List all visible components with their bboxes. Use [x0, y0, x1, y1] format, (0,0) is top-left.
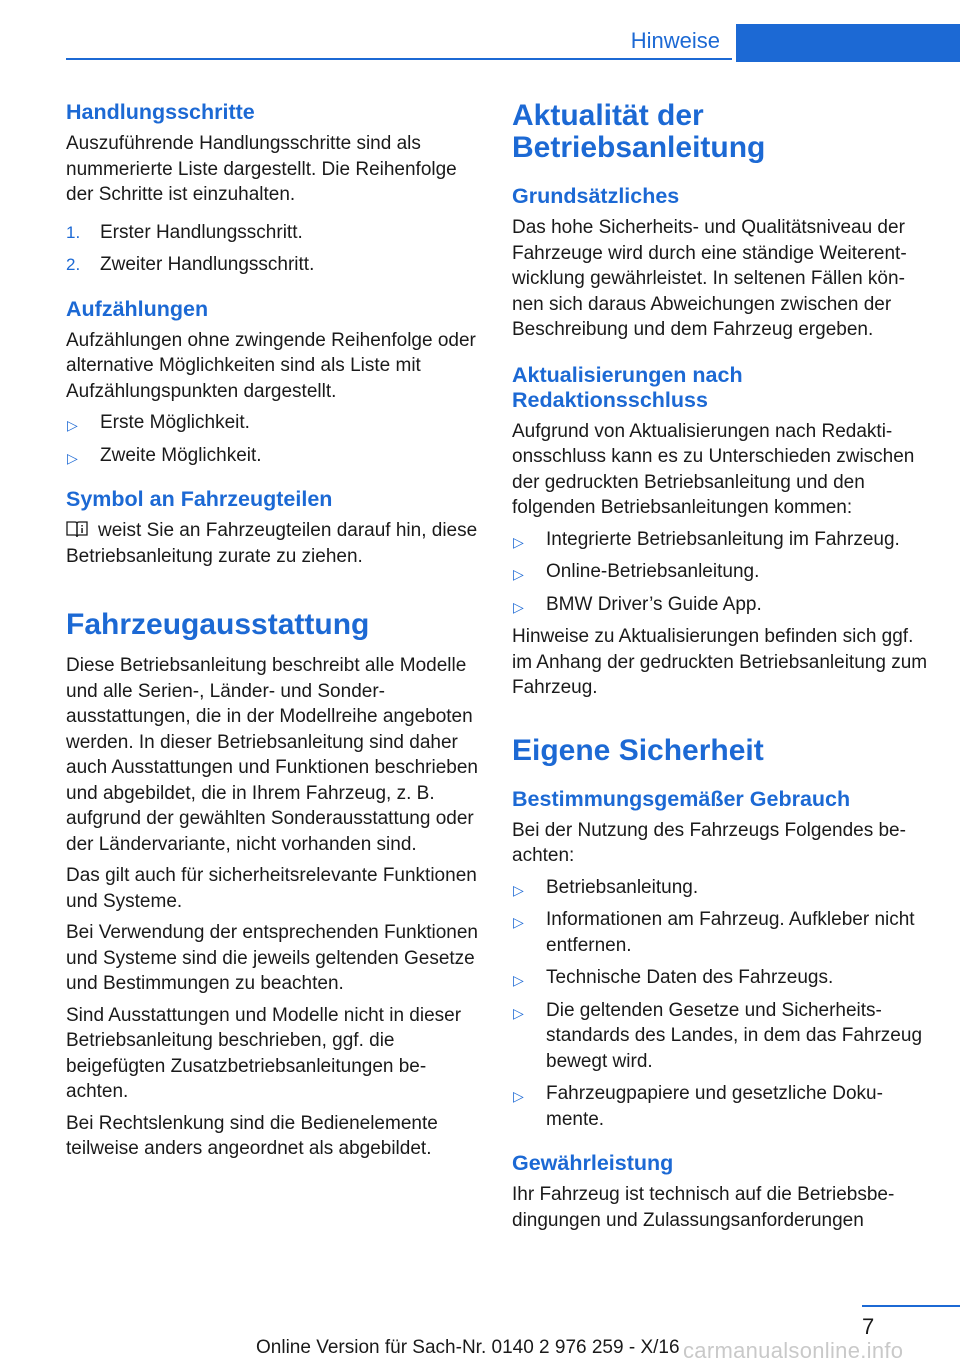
paragraph: Das gilt auch für sicherheitsrelevante Funktionen und Systeme.	[66, 865, 477, 912]
list-item: ▷ Integrierte Betriebsanleitung im Fahrzeug.	[512, 527, 928, 553]
section-title: Hinweise	[630, 28, 720, 53]
heading-aktualitaet: Aktualität der Betriebsanleitung	[512, 99, 766, 164]
list-number: 2.	[66, 255, 81, 274]
bullet-list	[512, 875, 928, 1133]
paragraph: Bei Rechtslenkung sind die Bedienelemente teilweise anders angeordnet als abgebildet.	[66, 1112, 438, 1159]
triangle-right-icon: ▷	[513, 598, 524, 615]
paragraph: Aufzählungen ohne zwingende Reihenfolge oder alternative Möglichkeiten sind als Liste mit Aufzählungspunkten dargestellt.	[66, 329, 476, 402]
paragraph: Sind Ausstattungen und Modelle nicht in dieser Betriebsanleitung beschrieben, ggf. die beigefügten Zusatzbetriebsanleitungen beachten.	[66, 1004, 462, 1102]
header-accent-block	[736, 24, 960, 62]
triangle-right-icon: ▷	[513, 533, 524, 550]
list-item: ▷ Informationen am Fahrzeug. Aufkleber nicht entfernen.	[513, 909, 915, 956]
list-item: ▷ BMW Driver’s Guide App.	[512, 592, 928, 618]
watermark: carmanualsonline.info	[683, 1338, 904, 1363]
triangle-right-icon: ▷	[513, 566, 524, 582]
triangle-right-icon: ▷	[513, 914, 524, 930]
heading-bestimmungsgemaess: Bestimmungsgemäßer Gebrauch	[512, 786, 851, 811]
heading-handlungsschritte: Handlungsschritte	[66, 100, 255, 124]
list-item: ▷ Betriebsanleitung.	[512, 875, 928, 901]
heading-aufzaehlungen: Aufzählungen	[66, 296, 209, 321]
list-number: 1.	[66, 222, 81, 242]
triangle-right-icon: ▷	[513, 1088, 524, 1104]
list-item: ▷ Zweite Möglichkeit.	[66, 443, 482, 469]
triangle-right-icon: ▷	[513, 972, 524, 988]
list-item: ▷ Erste Möglichkeit.	[66, 410, 482, 436]
paragraph: Aufgrund von Aktualisierungen nach Redaktionsschluss kann es zu Unterschieden zwischen der gedruckten Betriebsanleitung und den folgenden Betriebsanleitungen kommen:	[512, 420, 915, 518]
left-column	[66, 100, 482, 1162]
heading-symbol: Symbol an Fahrzeugteilen	[66, 487, 333, 511]
heading-eigene-sicherheit: Eigene Sicherheit	[512, 733, 764, 767]
list-item: ▷ Fahrzeugpapiere und gesetzliche Dokumente.	[513, 1083, 883, 1130]
heading-grundsaetzliches: Grundsätzliches	[512, 184, 680, 208]
page-number-rule	[862, 1305, 960, 1307]
numbered-list	[66, 220, 482, 278]
paragraph: Diese Betriebsanleitung beschreibt alle Modelle und alle Serien-, Länder- und Sonderausstattungen, die in der Modellreihe angeboten werden. In dieser Betriebsanleitung sind daher auch Ausstattungen und Funktionen beschrieben und abgebildet, die in Ihrem Fahrzeug, z. B. aufgrund der gewählten Sonderausstattung oder der Ländervariante, nicht vorhanden sind.	[66, 655, 478, 855]
paragraph: Auszuführende Handlungsschritte sind als nummerierte Liste dargestellt. Die Reihenfolge der Schritte ist einzuhalten.	[66, 133, 457, 205]
list-item: ▷ Technische Daten des Fahrzeugs.	[512, 965, 928, 991]
list-item: ▷ Die geltenden Gesetze und Sicherheitsstandards des Landes, in dem das Fahrzeug bewegt wird.	[513, 999, 923, 1072]
paragraph: Das hohe Sicherheits- und Qualitätsniveau der Fahrzeuge wird durch eine ständige Weiterentwicklung gewährleistet. In seltenen Fällen können sich daraus Abweichungen zwischen der Beschreibung und dem Fahrzeug ergeben.	[512, 217, 907, 340]
triangle-right-icon: ▷	[513, 881, 524, 898]
bullet-list	[512, 527, 928, 618]
heading-gewaehrleistung: Gewährleistung	[512, 1151, 674, 1175]
footer-version: Online Version für Sach-Nr. 0140 2 976 259 - X/16	[256, 1337, 680, 1358]
paragraph: Hinweise zu Aktualisierungen befinden sich ggf. im Anhang der gedruckten Betriebsanleitung zum Fahrzeug.	[512, 626, 928, 698]
list-item: ▷ Online-Betriebsanleitung.	[512, 559, 928, 585]
paragraph: Bei der Nutzung des Fahrzeugs Folgendes beachten:	[512, 819, 906, 866]
triangle-right-icon: ▷	[67, 449, 78, 466]
paragraph: weist Sie an Fahrzeugteilen darauf hin, diese Betriebsanleitung zurate zu ziehen.	[66, 520, 478, 567]
triangle-right-icon: ▷	[67, 417, 78, 433]
list-item: 2. Zweiter Handlungsschritt.	[66, 252, 482, 278]
paragraph: Ihr Fahrzeug ist technisch auf die Betriebsbedingungen und Zulassungsanforderungen	[512, 1184, 895, 1231]
bullet-list	[66, 410, 482, 468]
heading-aktualisierungen: Aktualisierungen nach Redaktionsschluss	[512, 362, 743, 412]
triangle-right-icon: ▷	[513, 1004, 524, 1021]
heading-fahrzeugausstattung: Fahrzeugausstattung	[66, 608, 370, 641]
paragraph: Bei Verwendung der entsprechenden Funktionen und Systeme sind die jeweils geltenden Gesetze und Bestimmungen zu beachten.	[66, 922, 478, 994]
header-rule	[66, 58, 732, 60]
right-column	[512, 100, 928, 1233]
page-number: 7	[862, 1314, 875, 1339]
list-item: 1. Erster Handlungsschritt.	[66, 220, 482, 246]
book-info-icon	[66, 520, 88, 538]
